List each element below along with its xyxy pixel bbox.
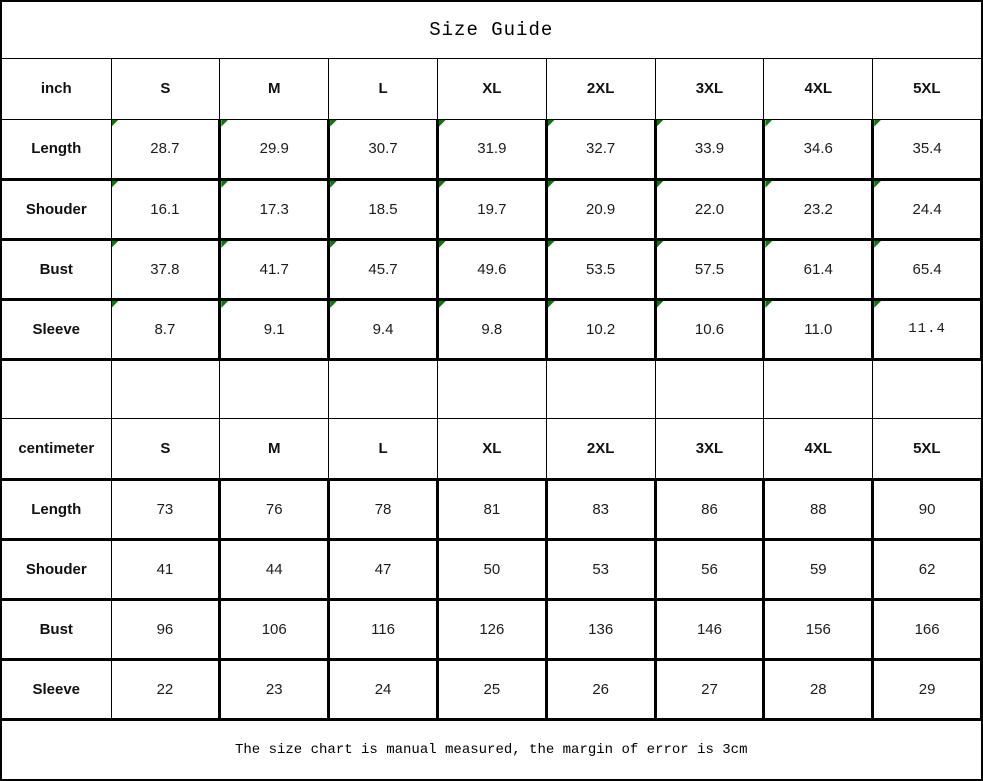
value-cell [437, 179, 546, 239]
size-header-cell: 5XL [873, 58, 982, 119]
value-text: 50 [483, 561, 501, 579]
spacer-cell [873, 359, 982, 418]
value-text: 78 [374, 501, 392, 519]
value-cell [873, 660, 982, 720]
value-text: 116 [371, 621, 395, 639]
value-cell [764, 299, 873, 359]
value-cell [111, 239, 220, 299]
value-text: 47 [374, 561, 392, 579]
value-text: 27 [701, 681, 718, 699]
unit-cell: inch [1, 58, 111, 119]
value-cell [873, 540, 982, 600]
value-text: 156 [805, 621, 831, 639]
value-text: 20.9 [586, 200, 616, 218]
value-text: 29 [918, 681, 936, 699]
value-cell [329, 119, 438, 179]
value-cell [329, 179, 438, 239]
value-cell [329, 540, 438, 600]
value-text: 83 [592, 501, 609, 519]
value-text: 62 [918, 561, 936, 579]
centimeter-row-shouder [1, 540, 982, 600]
value-cell [655, 540, 764, 600]
inch-row-bust [1, 239, 982, 299]
text-as-number-flag-icon [330, 241, 337, 248]
size-header-cell: 3XL [655, 58, 764, 119]
value-text: 18.5 [368, 200, 398, 218]
value-cell [546, 179, 655, 239]
value-cell [437, 660, 546, 720]
value-cell [437, 540, 546, 600]
centimeter-row-bust [1, 600, 982, 660]
value-cell [655, 480, 764, 540]
spacer-cell [329, 359, 438, 418]
centimeter-row-length [1, 480, 982, 540]
text-as-number-flag-icon [221, 301, 228, 308]
value-cell [546, 540, 655, 600]
value-text: 166 [914, 621, 940, 639]
value-cell [546, 239, 655, 299]
value-text: 9.1 [263, 320, 285, 338]
text-as-number-flag-icon [765, 181, 772, 188]
value-text: 34.6 [803, 140, 833, 158]
spacer-cell [111, 359, 220, 418]
size-header-cell: S [111, 418, 220, 479]
value-text: 45.7 [368, 260, 398, 278]
value-cell [655, 660, 764, 720]
text-as-number-flag-icon [221, 181, 228, 188]
value-cell [873, 480, 982, 540]
text-as-number-flag-icon [439, 120, 446, 127]
value-text: 19.7 [477, 200, 507, 218]
value-text: 86 [701, 501, 718, 519]
value-text: 31.9 [477, 140, 507, 158]
value-text: 106 [261, 621, 287, 639]
value-text: 37.8 [150, 260, 180, 278]
size-header-cell: XL [437, 418, 546, 479]
value-cell [111, 600, 220, 660]
value-text: 41 [156, 561, 174, 579]
size-header-cell: L [329, 418, 438, 479]
text-as-number-flag-icon [439, 301, 446, 308]
value-text: 22.0 [694, 200, 725, 218]
value-cell [764, 600, 873, 660]
text-as-number-flag-icon [765, 301, 772, 308]
value-text: 41.7 [259, 260, 289, 278]
text-as-number-flag-icon [765, 241, 772, 248]
value-text: 33.9 [694, 140, 725, 158]
value-cell [329, 239, 438, 299]
value-text: 9.8 [481, 320, 503, 338]
value-cell [437, 299, 546, 359]
value-cell [655, 119, 764, 179]
value-cell [546, 660, 655, 720]
value-text: 81 [483, 501, 501, 519]
value-cell [873, 179, 982, 239]
text-as-number-flag-icon [548, 241, 555, 248]
value-text: 28 [809, 681, 827, 699]
page-title: Size Guide [1, 1, 982, 58]
value-text: 10.6 [694, 320, 725, 338]
value-cell [764, 480, 873, 540]
value-cell [546, 600, 655, 660]
value-cell [220, 600, 329, 660]
value-text: 96 [156, 621, 174, 639]
text-as-number-flag-icon [765, 120, 772, 127]
text-as-number-flag-icon [330, 120, 337, 127]
inch-header-row [1, 58, 982, 119]
value-text: 10.2 [586, 320, 616, 338]
value-text: 53.5 [586, 260, 616, 278]
value-text: 29.9 [259, 140, 289, 158]
value-text: 32.7 [586, 140, 616, 158]
value-cell [329, 299, 438, 359]
row-label-cell: Sleeve [1, 660, 111, 720]
text-as-number-flag-icon [112, 120, 119, 127]
value-text: 8.7 [154, 320, 176, 338]
centimeter-header-row [1, 418, 982, 479]
text-as-number-flag-icon [439, 181, 446, 188]
text-as-number-flag-icon [112, 301, 119, 308]
value-cell [873, 119, 982, 179]
size-header-cell: S [111, 58, 220, 119]
text-as-number-flag-icon [548, 120, 555, 127]
value-cell [873, 239, 982, 299]
value-cell [111, 480, 220, 540]
value-cell [546, 299, 655, 359]
centimeter-row-sleeve [1, 660, 982, 720]
text-as-number-flag-icon [221, 120, 228, 127]
value-text: 24.4 [912, 200, 942, 218]
spacer-cell [437, 359, 546, 418]
inch-row-sleeve [1, 299, 982, 359]
title-section [1, 1, 982, 58]
size-header-cell: 4XL [764, 418, 873, 479]
size-header-cell: 5XL [873, 418, 982, 479]
value-cell [220, 660, 329, 720]
value-cell [220, 299, 329, 359]
value-text: 49.6 [477, 260, 507, 278]
size-header-cell: L [329, 58, 438, 119]
value-text: 23.2 [803, 200, 833, 218]
value-text: 11.0 [804, 320, 833, 338]
text-as-number-flag-icon [874, 241, 881, 248]
value-cell [655, 179, 764, 239]
value-text: 57.5 [694, 260, 725, 278]
size-header-cell: 2XL [546, 58, 655, 119]
row-label-cell: Bust [1, 600, 111, 660]
row-label-cell: Length [1, 480, 111, 540]
text-as-number-flag-icon [657, 181, 664, 188]
text-as-number-flag-icon [548, 301, 555, 308]
text-as-number-flag-icon [439, 241, 446, 248]
value-cell [764, 540, 873, 600]
row-label-cell: Bust [1, 239, 111, 299]
value-cell [111, 179, 220, 239]
spacer-cell [546, 359, 655, 418]
value-cell [437, 600, 546, 660]
value-text: 146 [696, 621, 722, 639]
row-label-cell: Shouder [1, 540, 111, 600]
text-as-number-flag-icon [874, 181, 881, 188]
spacer-cell [1, 359, 111, 418]
value-text: 73 [156, 501, 174, 519]
value-cell [329, 600, 438, 660]
value-text: 28.7 [150, 140, 180, 158]
text-as-number-flag-icon [112, 241, 119, 248]
value-cell [655, 299, 764, 359]
text-as-number-flag-icon [657, 301, 664, 308]
text-as-number-flag-icon [112, 181, 119, 188]
value-cell [873, 299, 982, 359]
value-cell [220, 239, 329, 299]
value-cell [220, 480, 329, 540]
value-text: 17.3 [259, 200, 289, 218]
value-text: 25 [483, 681, 501, 699]
text-as-number-flag-icon [657, 120, 664, 127]
value-cell [111, 660, 220, 720]
value-cell [111, 119, 220, 179]
value-cell [220, 119, 329, 179]
value-cell [111, 299, 220, 359]
footer-note: The size chart is manual measured, the margin of error is 3cm [1, 720, 982, 780]
value-text: 23 [265, 681, 283, 699]
size-header-cell: M [220, 58, 329, 119]
value-cell [437, 119, 546, 179]
value-cell [220, 179, 329, 239]
text-as-number-flag-icon [330, 301, 337, 308]
size-header-cell: 3XL [655, 418, 764, 479]
value-cell [111, 540, 220, 600]
size-header-cell: XL [437, 58, 546, 119]
value-cell [873, 600, 982, 660]
value-cell [546, 119, 655, 179]
title-row [1, 1, 982, 58]
spacer-row [1, 359, 982, 418]
size-header-cell: 4XL [764, 58, 873, 119]
size-header-cell: 2XL [546, 418, 655, 479]
value-text: 76 [265, 501, 283, 519]
footer-row [1, 720, 982, 780]
value-text: 11.4 [908, 321, 946, 338]
value-text: 88 [809, 501, 827, 519]
value-text: 44 [265, 561, 283, 579]
value-text: 126 [479, 621, 505, 639]
row-label-cell: Sleeve [1, 299, 111, 359]
value-text: 53 [592, 561, 609, 579]
value-text: 136 [588, 621, 614, 639]
value-cell [764, 660, 873, 720]
value-cell [655, 600, 764, 660]
value-cell [329, 660, 438, 720]
value-text: 22 [156, 681, 174, 699]
value-text: 61.4 [803, 260, 833, 278]
value-cell [764, 239, 873, 299]
footer-section [1, 720, 982, 780]
value-cell [220, 540, 329, 600]
value-text: 35.4 [912, 140, 942, 158]
table-body [1, 58, 982, 720]
spacer-cell [220, 359, 329, 418]
value-cell [546, 480, 655, 540]
inch-row-shouder [1, 179, 982, 239]
value-text: 24 [374, 681, 392, 699]
inch-row-length [1, 119, 982, 179]
value-text: 16.1 [150, 200, 180, 218]
value-cell [764, 119, 873, 179]
value-text: 90 [918, 501, 936, 519]
value-text: 65.4 [912, 260, 942, 278]
value-cell [437, 480, 546, 540]
value-text: 56 [701, 561, 718, 579]
value-cell [655, 239, 764, 299]
value-text: 30.7 [368, 140, 398, 158]
spacer-cell [764, 359, 873, 418]
text-as-number-flag-icon [330, 181, 337, 188]
text-as-number-flag-icon [874, 120, 881, 127]
value-cell [764, 179, 873, 239]
text-as-number-flag-icon [221, 241, 228, 248]
value-text: 59 [809, 561, 827, 579]
size-header-cell: M [220, 418, 329, 479]
unit-cell: centimeter [1, 418, 111, 479]
value-cell [437, 239, 546, 299]
text-as-number-flag-icon [874, 301, 881, 308]
spacer-cell [655, 359, 764, 418]
row-label-cell: Shouder [1, 179, 111, 239]
row-label-cell: Length [1, 119, 111, 179]
text-as-number-flag-icon [548, 181, 555, 188]
text-as-number-flag-icon [657, 241, 664, 248]
value-text: 9.4 [372, 320, 394, 338]
value-cell [329, 480, 438, 540]
value-text: 26 [592, 681, 609, 699]
